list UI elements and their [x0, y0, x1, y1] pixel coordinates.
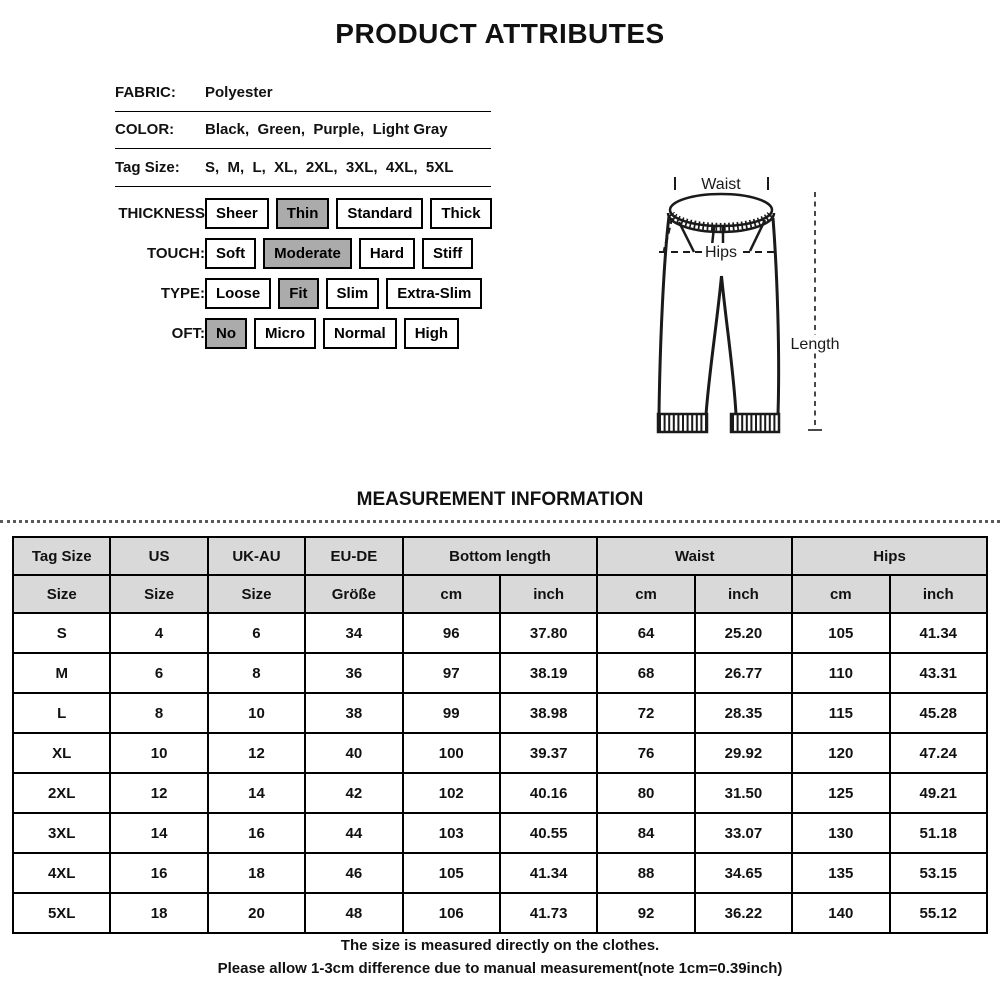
attribute-label: FABRIC: — [115, 83, 176, 101]
size-cell: 25.20 — [695, 613, 792, 653]
option-stiff[interactable]: Stiff — [422, 238, 473, 269]
size-cell: 45.28 — [890, 693, 987, 733]
attribute-options-list — [0, 193, 520, 353]
header-cell-waist: Waist — [597, 537, 792, 575]
size-cell: 34.65 — [695, 853, 792, 893]
size-cell: 76 — [597, 733, 694, 773]
measurement-table — [12, 536, 988, 934]
size-cell: 130 — [792, 813, 889, 853]
size-cell: 38.98 — [500, 693, 597, 733]
option-loose[interactable]: Loose — [205, 278, 271, 309]
size-cell: 41.34 — [890, 613, 987, 653]
size-cell: 120 — [792, 733, 889, 773]
option-sheer[interactable]: Sheer — [205, 198, 269, 229]
subheader-cell: Size — [110, 575, 207, 613]
size-cell: 39.37 — [500, 733, 597, 773]
diagram-hips-label: Hips — [704, 244, 738, 261]
header-cell-tag-size: Tag Size — [13, 537, 110, 575]
subheader-cell: inch — [500, 575, 597, 613]
size-cell: 97 — [403, 653, 500, 693]
table-row-s — [13, 613, 987, 653]
size-cell: 41.34 — [500, 853, 597, 893]
option-buttons — [205, 198, 492, 229]
page-title: PRODUCT ATTRIBUTES — [335, 18, 665, 49]
size-cell: 29.92 — [695, 733, 792, 773]
subheader-cell: inch — [890, 575, 987, 613]
size-cell: 40 — [305, 733, 402, 773]
size-cell: 44 — [305, 813, 402, 853]
size-cell: 96 — [403, 613, 500, 653]
size-cell: 26.77 — [695, 653, 792, 693]
option-row-label: TYPE: — [160, 284, 205, 302]
option-thick[interactable]: Thick — [430, 198, 491, 229]
diagram-length-label: Length — [790, 336, 840, 353]
size-cell: 40.16 — [500, 773, 597, 813]
size-cell: 47.24 — [890, 733, 987, 773]
table-row-xl — [13, 733, 987, 773]
option-row-label: OFT: — [171, 324, 205, 342]
header-cell-bottom-length: Bottom length — [403, 537, 598, 575]
size-cell: L — [13, 693, 110, 733]
attribute-row-color — [115, 112, 491, 150]
header-cell-uk-au: UK-AU — [208, 537, 305, 575]
table-row-2xl — [13, 773, 987, 813]
table-row-3xl — [13, 813, 987, 853]
size-cell: 140 — [792, 893, 889, 933]
size-cell: 88 — [597, 853, 694, 893]
option-row-oft — [0, 313, 520, 353]
table-subheader-row — [13, 575, 987, 613]
size-cell: 37.80 — [500, 613, 597, 653]
table-header-row — [13, 537, 987, 575]
subheader-cell: Size — [208, 575, 305, 613]
size-cell: 68 — [597, 653, 694, 693]
table-row-4xl — [13, 853, 987, 893]
option-buttons — [205, 238, 473, 269]
table-row-5xl — [13, 893, 987, 933]
size-cell: 102 — [403, 773, 500, 813]
header-cell-us: US — [110, 537, 207, 575]
size-cell: 110 — [792, 653, 889, 693]
attribute-value: Polyester — [205, 83, 273, 101]
option-high[interactable]: High — [404, 318, 459, 349]
subheader-cell: cm — [597, 575, 694, 613]
option-row-thickness — [0, 193, 520, 233]
option-extra-slim[interactable]: Extra-Slim — [386, 278, 482, 309]
attribute-row-fabric — [115, 74, 491, 112]
option-standard[interactable]: Standard — [336, 198, 423, 229]
footer-notes — [0, 934, 1000, 980]
size-cell: 20 — [208, 893, 305, 933]
size-cell: 14 — [110, 813, 207, 853]
size-cell: 100 — [403, 733, 500, 773]
subheader-cell: cm — [792, 575, 889, 613]
size-cell: 28.35 — [695, 693, 792, 733]
measurement-section-title: MEASUREMENT INFORMATION — [356, 489, 644, 510]
footer-note-2: Please allow 1-3cm difference due to manual measurement(note 1cm=0.39inch) — [217, 960, 783, 977]
size-cell: 6 — [208, 613, 305, 653]
size-cell: 31.50 — [695, 773, 792, 813]
size-cell: 36 — [305, 653, 402, 693]
size-cell: 53.15 — [890, 853, 987, 893]
size-cell: 38 — [305, 693, 402, 733]
size-cell: 55.12 — [890, 893, 987, 933]
size-cell: 41.73 — [500, 893, 597, 933]
size-cell: 4XL — [13, 853, 110, 893]
pants-size-diagram — [618, 158, 903, 463]
subheader-cell: Größe — [305, 575, 402, 613]
size-cell: 10 — [208, 693, 305, 733]
size-cell: 115 — [792, 693, 889, 733]
size-cell: 2XL — [13, 773, 110, 813]
size-cell: 10 — [110, 733, 207, 773]
option-fit[interactable]: Fit — [278, 278, 318, 309]
size-cell: 34 — [305, 613, 402, 653]
size-cell: 6 — [110, 653, 207, 693]
size-cell: 12 — [208, 733, 305, 773]
size-cell: 51.18 — [890, 813, 987, 853]
diagram-waist-label: Waist — [701, 176, 741, 193]
subheader-cell: inch — [695, 575, 792, 613]
pants-illustration — [618, 158, 903, 463]
option-moderate[interactable]: Moderate — [263, 238, 352, 269]
size-cell: 8 — [110, 693, 207, 733]
size-cell: 18 — [110, 893, 207, 933]
option-micro[interactable]: Micro — [254, 318, 316, 349]
size-cell: 106 — [403, 893, 500, 933]
attribute-row-tag-size — [115, 149, 491, 187]
size-cell: 8 — [208, 653, 305, 693]
attribute-value: Black, Green, Purple, Light Gray — [205, 121, 448, 139]
option-row-label: THICKNESS — [118, 204, 205, 222]
option-row-type — [0, 273, 520, 313]
header-cell-eu-de: EU-DE — [305, 537, 402, 575]
option-soft[interactable]: Soft — [205, 238, 256, 269]
attribute-value: S, M, L, XL, 2XL, 3XL, 4XL, 5XL — [205, 158, 454, 176]
size-cell: 48 — [305, 893, 402, 933]
size-cell: 64 — [597, 613, 694, 653]
table-row-l — [13, 693, 987, 733]
size-cell: 40.55 — [500, 813, 597, 853]
size-cell: 12 — [110, 773, 207, 813]
size-cell: M — [13, 653, 110, 693]
option-row-label: TOUCH: — [146, 244, 205, 262]
size-cell: 16 — [208, 813, 305, 853]
size-cell: 99 — [403, 693, 500, 733]
subheader-cell: cm — [403, 575, 500, 613]
size-cell: 16 — [110, 853, 207, 893]
option-row-touch — [0, 233, 520, 273]
dotted-divider — [0, 520, 1000, 523]
header-cell-hips: Hips — [792, 537, 987, 575]
size-cell: 92 — [597, 893, 694, 933]
attribute-info-list — [115, 74, 491, 187]
size-cell: 3XL — [13, 813, 110, 853]
size-cell: 5XL — [13, 893, 110, 933]
size-cell: 103 — [403, 813, 500, 853]
option-slim[interactable]: Slim — [326, 278, 380, 309]
size-cell: 49.21 — [890, 773, 987, 813]
attribute-label: COLOR: — [115, 121, 175, 139]
option-buttons — [205, 278, 482, 309]
option-buttons — [205, 318, 459, 349]
option-thin[interactable]: Thin — [276, 198, 330, 229]
table-row-m — [13, 653, 987, 693]
size-cell: 46 — [305, 853, 402, 893]
attribute-label: Tag Size: — [115, 158, 180, 176]
size-cell: 42 — [305, 773, 402, 813]
option-no[interactable]: No — [205, 318, 247, 349]
size-cell: XL — [13, 733, 110, 773]
size-cell: 4 — [110, 613, 207, 653]
size-cell: 43.31 — [890, 653, 987, 693]
size-cell: 135 — [792, 853, 889, 893]
size-cell: 72 — [597, 693, 694, 733]
size-cell: 80 — [597, 773, 694, 813]
size-cell: 84 — [597, 813, 694, 853]
size-cell: 36.22 — [695, 893, 792, 933]
option-normal[interactable]: Normal — [323, 318, 397, 349]
footer-note-1: The size is measured directly on the clothes. — [340, 937, 660, 954]
size-cell: 33.07 — [695, 813, 792, 853]
size-cell: 38.19 — [500, 653, 597, 693]
option-hard[interactable]: Hard — [359, 238, 415, 269]
size-cell: 18 — [208, 853, 305, 893]
subheader-cell: Size — [13, 575, 110, 613]
size-cell: 105 — [792, 613, 889, 653]
size-cell: 105 — [403, 853, 500, 893]
size-cell: 14 — [208, 773, 305, 813]
size-cell: 125 — [792, 773, 889, 813]
size-cell: S — [13, 613, 110, 653]
